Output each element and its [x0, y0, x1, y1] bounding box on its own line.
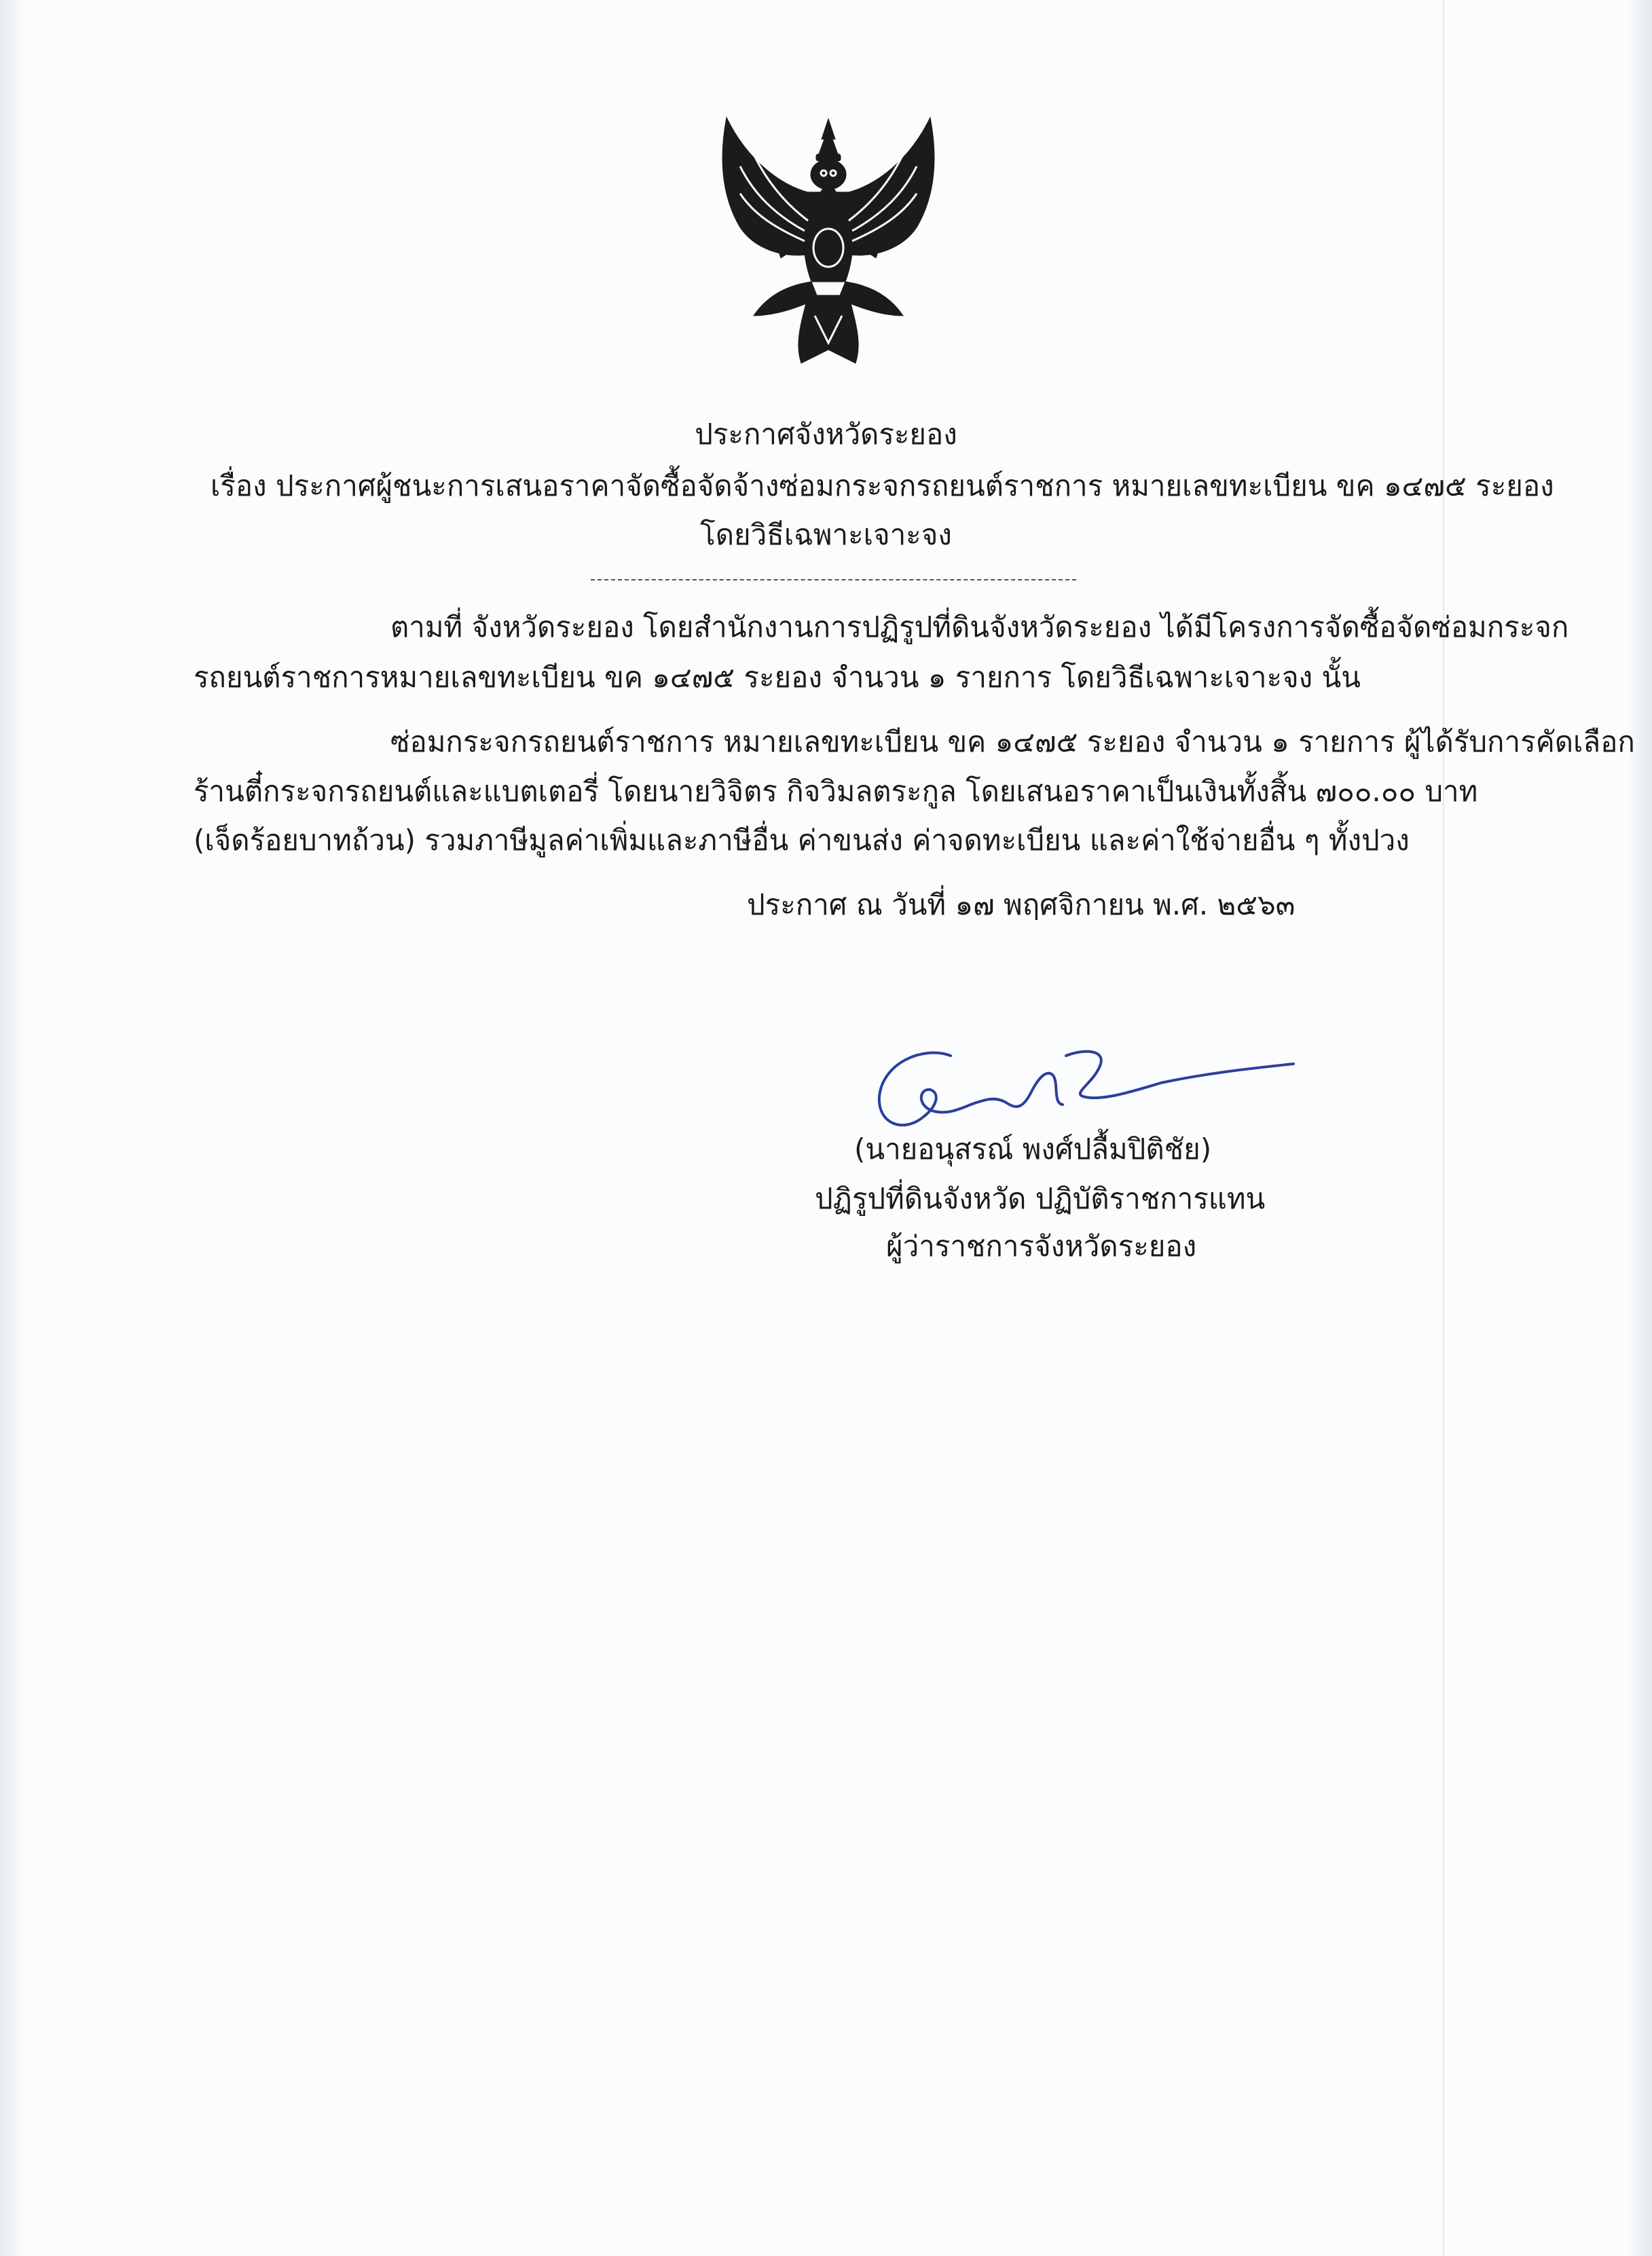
- paragraph-1-line-1: ตามที่ จังหวัดระยอง โดยสำนักงานการปฏิรูปที่ดินจังหวัดระยอง ได้มีโครงการจัดซื้อจัดซ่อมกระจก: [390, 610, 1569, 644]
- paragraph-1-line-2: รถยนต์ราชการหมายเลขทะเบียน ขค ๑๔๗๕ ระยอง จำนวน ๑ รายการ โดยวิธีเฉพาะเจาะจง นั้น: [194, 661, 1361, 694]
- garuda-emblem-icon: [699, 112, 957, 370]
- document-subject-method: โดยวิธีเฉพาะเจาะจง: [700, 518, 952, 551]
- signer-name: (นายอนุสรณ์ พงศ์ปลื้มปิติชัย): [854, 1132, 1212, 1166]
- scan-edge-left: [0, 0, 27, 2256]
- scan-line: [1443, 0, 1444, 2256]
- header-divider: [591, 579, 1076, 580]
- signer-position-1: ปฏิรูปที่ดินจังหวัด ปฏิบัติราชการแทน: [815, 1182, 1266, 1215]
- document-subject: เรื่อง ประกาศผู้ชนะการเสนอราคาจัดซื้อจัดจ้างซ่อมกระจกรถยนต์ราชการ หมายเลขทะเบียน ขค ๑๔๗๕ ระยอง: [210, 469, 1554, 502]
- signature-icon: [849, 1029, 1297, 1144]
- scan-edge-right: [1628, 0, 1652, 2256]
- paragraph-2-line-1: ซ่อมกระจกรถยนต์ราชการ หมายเลขทะเบียน ขค ๑๔๗๕ ระยอง จำนวน ๑ รายการ ผู้ได้รับการคัดเลือก: [390, 725, 1635, 758]
- paragraph-2-line-3: (เจ็ดร้อยบาทถ้วน) รวมภาษีมูลค่าเพิ่มและภาษีอื่น ค่าขนส่ง ค่าจดทะเบียน และค่าใช้จ่ายอื่น ๆ ทั้งปวง: [194, 824, 1410, 857]
- paragraph-2-line-2: ร้านตี๋กระจกรถยนต์และแบตเตอรี่ โดยนายวิจิตร กิจวิมลตระกูล โดยเสนอราคาเป็นเงินทั้งสิ้น ๗๐๐.๐๐ บาท: [194, 775, 1478, 808]
- document-title: ประกาศจังหวัดระยอง: [695, 418, 957, 451]
- signer-position-2: ผู้ว่าราชการจังหวัดระยอง: [886, 1229, 1197, 1263]
- announcement-date: ประกาศ ณ วันที่ ๑๗ พฤศจิกายน พ.ศ. ๒๕๖๓: [747, 888, 1296, 921]
